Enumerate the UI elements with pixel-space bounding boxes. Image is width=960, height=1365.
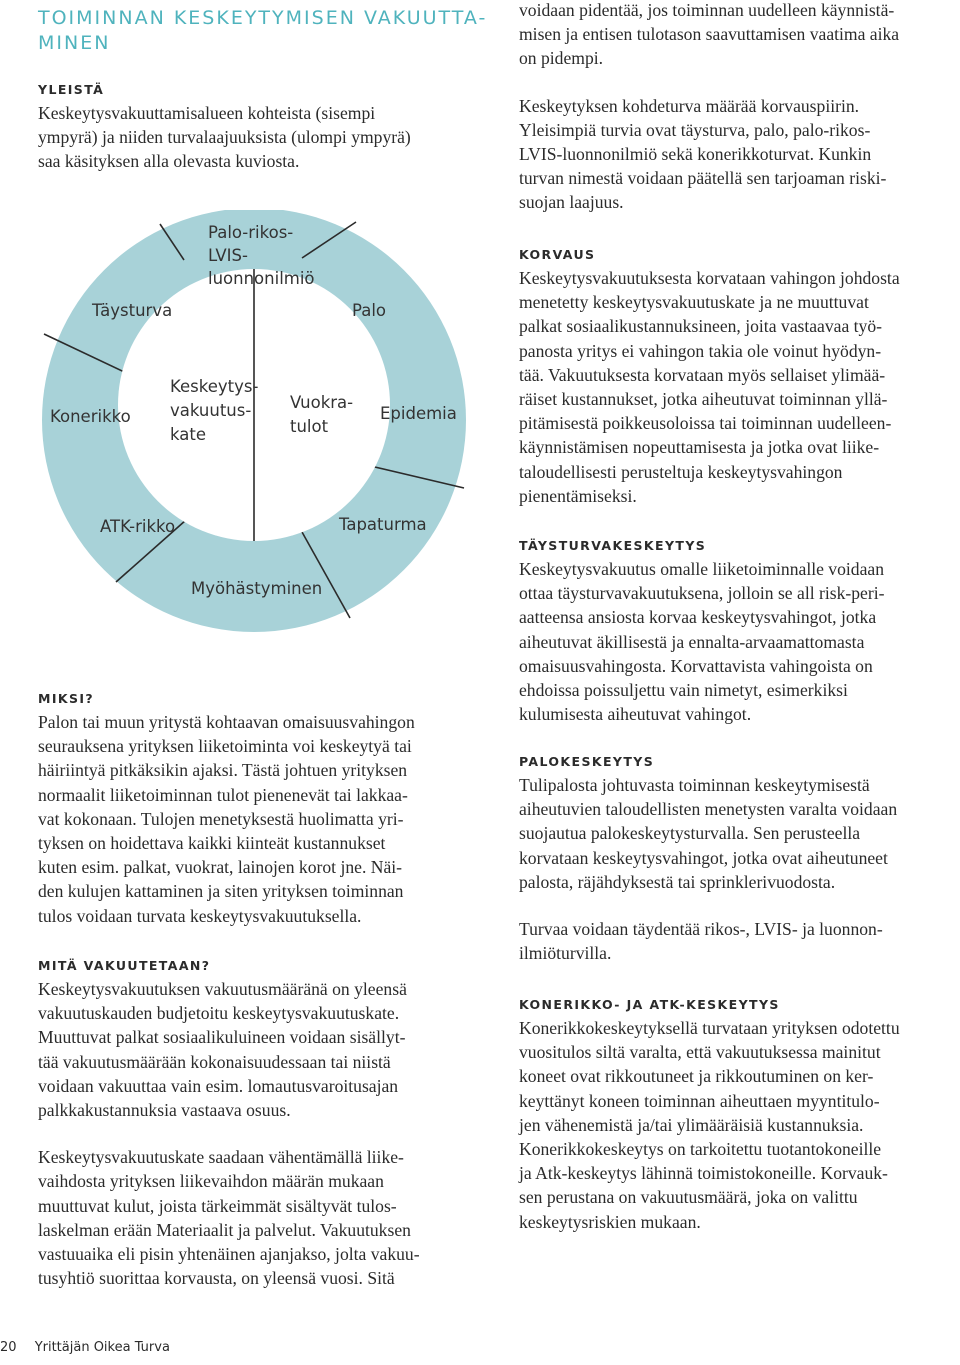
label-palo-rikos-line-2: LVIS-: [208, 246, 248, 265]
text-line: pienentämiseksi.: [519, 485, 637, 506]
label-keskeytysvakuutuskate-line-2: vakuutus-: [170, 401, 252, 420]
text-line: voidaan pidentää, jos toiminnan uudelleen käynnistä-: [519, 0, 895, 20]
text-line: keskeytysriskien mukaan.: [519, 1211, 701, 1232]
text-line: Turvaa voidaan täydentää rikos-, LVIS- ja luonnon-: [519, 919, 883, 940]
section-text-palokeskeytys-2: [519, 917, 959, 965]
text-line: panosta yritys ei vahingon takia ole voinut hyödyn-: [519, 340, 882, 361]
text-line: kulumisesta aiheutuvat vahingot.: [519, 704, 752, 725]
continuation-text: [519, 0, 959, 71]
section-heading-korvaus: KORVAUS: [519, 247, 596, 262]
section-miksi: [38, 690, 488, 928]
text-line: normaalit liiketoiminnan tulot pienenevät tai lakkaa-: [38, 784, 408, 805]
text-line: Konerikkokeskeytys on tarkoitettu tuotantokoneille: [519, 1139, 882, 1160]
text-line: korvataan keskeytysvahingot, jotka ovat aiheutuneet: [519, 847, 888, 868]
section-heading-miksi: MIKSI?: [38, 691, 95, 706]
label-epidemia: Epidemia: [380, 404, 457, 423]
text-line: ympyrä) ja niiden turvalaajuuksista (ulompi ympyrä): [38, 127, 411, 148]
text-line: Yleisimpiä turvia ovat täysturva, palo, palo-rikos-: [519, 119, 871, 140]
text-line: käynnistämisen nopeuttamisesta ja jotka ovat liike-: [519, 437, 880, 458]
text-line: tyksen on hoidettava kaikki kiinteät kustannukset: [38, 833, 386, 854]
text-line: palkat sosiaalikustannuksineen, joita vastaavaa työ-: [519, 316, 883, 337]
section-mita-vakuutetaan: [38, 957, 488, 1290]
text-line: seurauksena yrityksen liiketoiminta voi keskeytyä tai: [38, 736, 412, 757]
text-line: palkkakustannuksia vastaava osuus.: [38, 1100, 291, 1121]
publication-name: Yrittäjän Oikea Turva: [34, 1340, 170, 1355]
text-line: saa käsityksen alla olevasta kuviosta.: [38, 151, 300, 172]
text-line: aiheutuvien taloudellisten menetysten varalta voidaan: [519, 799, 898, 820]
text-line: omaisuusvahingosta. Korvattavista vahingoista on: [519, 655, 873, 676]
section-konerikkokeskeytys: [519, 996, 959, 1234]
text-line: voidaan vakuuttaa vain esim. lomautusvaroitusajan: [38, 1075, 399, 1096]
text-line: tää vakuutusmäärään kokonaisuudessaan tai niistä: [38, 1051, 391, 1072]
text-line: vat kokonaan. Tulojen menetyksestä huolimatta yri-: [38, 808, 404, 829]
section-text-taysturvakeskeytys: [519, 557, 959, 726]
text-line: muuttuvat kulut, joista tärkeimmät sisältyvät tulos-: [38, 1195, 397, 1216]
label-tapaturma: Tapaturma: [339, 515, 427, 534]
text-line: aatteensa ansiosta korvaa keskeytysvahingot, jotka: [519, 607, 877, 628]
section-heading-palokeskeytys: PALOKESKEYTYS: [519, 754, 655, 769]
text-line: ja Atk-keskeytys lähinnä toimistokoneille. Korvauk-: [519, 1163, 888, 1184]
text-line: jen vähenemistä ja/tai ylimääräisiä kustannuksia.: [519, 1114, 864, 1135]
text-line: koneet ovat rikkoutuneet ja rikkoutuminen on ker-: [519, 1066, 874, 1087]
text-line: Keskeytysvakuuttamisalueen kohteista (sisempi: [38, 103, 376, 123]
section-heading-taysturvakeskeytys: TÄYSTURVAKESKEYTYS: [519, 538, 707, 553]
text-line: Muuttuvat palkat sosiaalikuluineen voidaan sisällyt-: [38, 1027, 406, 1048]
section-korvaus: [519, 246, 959, 508]
text-line: suojan laajuus.: [519, 192, 624, 213]
section-text-mita-vakuutetaan: [38, 977, 488, 1122]
label-palo-rikos-line-1: Palo-rikos-: [208, 223, 294, 242]
text-line: Keskeytysvakuutuksen vakuutusmääränä on yleensä: [38, 979, 407, 999]
text-line: vakuutuskauden budjetoitu keskeytysvakuutuskate.: [38, 1003, 400, 1024]
text-line: häiriintyä pitkäksikin ajaksi. Tästä johtuen yrityksen: [38, 760, 408, 781]
section-text-korvaus: [519, 266, 959, 508]
coverage-diagram: [40, 210, 470, 640]
page-title-line-1: TOIMINNAN KESKEYTYMISEN VAKUUTTA-: [38, 7, 488, 29]
page-number: 20: [0, 1340, 17, 1355]
text-line: kuten esim. palkat, vuokrat, lainojen korot jne. Näi-: [38, 857, 402, 878]
label-palo: Palo: [352, 301, 386, 320]
section-heading-konerikkokeskeytys: KONERIKKO- JA ATK-KESKEYTYS: [519, 997, 780, 1012]
label-atk-rikko: ATK-rikko: [100, 517, 176, 536]
section-heading-mita-vakuutetaan: MITÄ VAKUUTETAAN?: [38, 958, 211, 973]
section-heading-yleista: YLEISTÄ: [38, 82, 105, 97]
section-taysturvakeskeytys: [519, 537, 959, 726]
page-footer: [0, 1340, 170, 1355]
section-text-konerikkokeskeytys: [519, 1016, 959, 1234]
page-title: [38, 6, 488, 56]
text-line: Tulipalosta johtuvasta toiminnan keskeytymisestä: [519, 775, 870, 795]
text-line: laskelman erään Materiaalit ja palvelut. Vakuutuksen: [38, 1219, 411, 1240]
page-title-line-2: MINEN: [38, 32, 111, 54]
section-yleista: [38, 81, 488, 174]
label-palo-rikos-line-3: luonnonilmiö: [208, 269, 315, 288]
label-taysturva: Täysturva: [92, 301, 173, 320]
label-keskeytysvakuutuskate-line-1: Keskeytys-: [170, 377, 259, 396]
label-vuokratulot-line-2: tulot: [290, 417, 329, 436]
text-line: tulos voidaan turvata keskeytysvakuutuksella.: [38, 905, 362, 926]
section-text-palokeskeytys: [519, 773, 959, 894]
text-line: räiset kustannukset, jotka aiheutuvat toiminnan yllä-: [519, 389, 888, 410]
text-line: ottaa täysturvavakuutuksena, jolloin se all risk-peri-: [519, 583, 885, 604]
continuation-text-2: [519, 94, 959, 215]
text-line: tää. Vakuutuksesta korvataan myös sellaiset ylimää-: [519, 364, 886, 385]
text-line: den kulujen kattaminen ja siten yrityksen toiminnan: [38, 881, 404, 902]
text-line: sen perustana on vakuutusmäärä, joka on valittu: [519, 1187, 858, 1208]
text-line: menetetty keskeytysvakuutuskate ja ne muuttuvat: [519, 292, 869, 313]
text-line: taloudellisesti perusteltuja keskeytysvahingon: [519, 461, 843, 482]
text-line: misen ja entisen tulotason saavuttamisen vaatima aika: [519, 24, 900, 45]
text-line: tusyhtiö suorittaa korvausta, on yleensä vuosi. Sitä: [38, 1268, 395, 1289]
text-line: Keskeytysvakuutuskate saadaan vähentämällä liike-: [38, 1147, 404, 1168]
text-line: Keskeytysvakuutus omalle liiketoiminnalle voidaan: [519, 559, 884, 579]
text-line: LVIS-luonnonilmiö sekä konerikkoturvat. Kunkin: [519, 144, 872, 165]
label-keskeytysvakuutuskate-line-3: kate: [170, 425, 206, 444]
text-line: Palon tai muun yritystä kohtaavan omaisuusvahingon: [38, 712, 415, 732]
text-line: turvan nimestä voidaan päätellä sen tarjoaman riski-: [519, 168, 887, 189]
section-continuation: [519, 0, 959, 215]
text-line: aiheutuvat äkillisestä ja ennalta-arvaamattomasta: [519, 631, 865, 652]
text-line: Keskeytyksen kohdeturva määrää korvauspiirin.: [519, 95, 860, 116]
text-line: palosta, räjähdyksestä tai sprinklerivuodosta.: [519, 871, 836, 892]
text-line: keyttänyt koneen toiminnan aiheuttaen myyntitulo-: [519, 1090, 880, 1111]
text-line: pitämisestä poikkeusoloissa tai toiminnan uudelleen-: [519, 413, 892, 434]
text-line: vaihdosta yrityksen liikevaihdon määrän mukaan: [38, 1171, 384, 1192]
section-palokeskeytys: [519, 753, 959, 965]
text-line: ilmiöturvilla.: [519, 943, 612, 964]
label-myohastyminen: Myöhästyminen: [191, 579, 323, 598]
text-line: on pidempi.: [519, 48, 604, 69]
section-text-mita-vakuutetaan-2: [38, 1145, 488, 1290]
section-text-miksi: [38, 710, 488, 928]
text-line: Konerikkokeskeytyksellä turvataan yrityksen odotettu: [519, 1018, 900, 1038]
text-line: vuositulos siltä varalta, että vakuutuksessa mainitut: [519, 1042, 881, 1063]
text-line: ehdoissa poissuljettu vain nimetyt, esimerkiksi: [519, 680, 848, 701]
text-line: suojautua palokeskeytysturvalla. Sen perusteella: [519, 823, 861, 844]
text-line: vastuuaika eli pisin yhtenäinen ajanjakso, jolta vakuu-: [38, 1244, 420, 1265]
label-konerikko: Konerikko: [50, 407, 131, 426]
label-vuokratulot-line-1: Vuokra-: [290, 393, 354, 412]
text-line: Keskeytysvakuutuksesta korvataan vahingon johdosta: [519, 268, 900, 288]
section-text-yleista: [38, 101, 488, 174]
